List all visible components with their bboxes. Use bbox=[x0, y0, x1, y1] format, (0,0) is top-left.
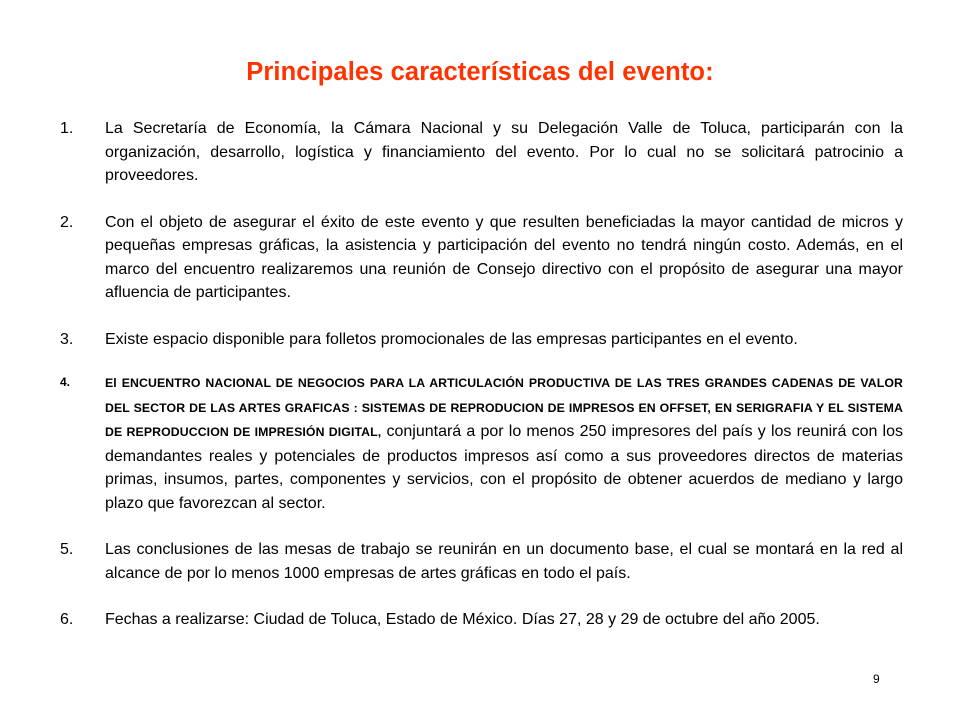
item-number: 3. bbox=[60, 330, 74, 348]
item-number: 5. bbox=[60, 541, 74, 558]
item-text: La Secretaría de Economía, la Cámara Nacional y su Delegación Valle de Toluca, participarán con la organización, desarrollo, logística y financiamiento del evento. Por lo cual no se solicitará patrocinio a proveedores. bbox=[105, 120, 903, 184]
list-item-4 bbox=[60, 371, 903, 515]
item-text: Las conclusiones de las mesas de trabajo se reunirán en un documento base, el cual se montará en la red al alcance de por lo menos 1000 empresas de artes gráficas en todo el país. bbox=[105, 541, 903, 582]
page-number: 9 bbox=[873, 672, 880, 686]
item-text: Existe espacio disponible para folletos promocionales de las empresas participantes en el evento. bbox=[105, 330, 798, 348]
item-number: 1. bbox=[60, 120, 74, 137]
list-item-6 bbox=[60, 608, 903, 632]
feature-list bbox=[60, 117, 903, 632]
item-number: 4. bbox=[60, 375, 71, 389]
item-number: 2. bbox=[60, 213, 74, 231]
page-title: Principales características del evento: bbox=[246, 58, 714, 86]
item-text-rest: conjuntará a por lo menos 250 impresores del país y los reunirá con los demandantes reales y potenciales de productos impresos así como a sus proveedores directos de materias primas, insumos, partes, componentes y servicios, con el propósito de obtener acuerdos de mediano y largo plazo que favorezcan al sector. bbox=[105, 423, 903, 512]
list-item-5 bbox=[60, 538, 903, 585]
item-number: 6. bbox=[60, 611, 74, 628]
list-item-1 bbox=[60, 117, 903, 188]
event-name-caps: El ENCUENTRO NACIONAL DE NEGOCIOS PARA LA ARTICULACIÓN PRODUCTIVA DE LAS TRES GRANDES CADENAS DE VALOR DEL SECTOR DE LAS ARTES GRAFICAS : SISTEMAS DE REPRODUCION DE IMPRESOS EN OFFSET, EN SERIGRAFIA Y EL SISTEMA DE REPRODUCCION DE IMPRESIÓN DIGITAL, bbox=[105, 376, 903, 439]
item-text: Fechas a realizarse: Ciudad de Toluca, Estado de México. Días 27, 28 y 29 de octubre del año 2005. bbox=[105, 611, 820, 628]
item-text: Con el objeto de asegurar el éxito de este evento y que resulten beneficiadas la mayor cantidad de micros y pequeñas empresas gráficas, la asistencia y participación del evento no tendrá ningún costo. Además, en el marco del encuentro realizaremos una reunión de Consejo directivo con el propósito de asegurar una mayor afluencia de participantes. bbox=[105, 213, 903, 301]
list-item-2 bbox=[60, 211, 903, 305]
list-item-3 bbox=[60, 328, 903, 352]
item-text bbox=[105, 371, 903, 515]
